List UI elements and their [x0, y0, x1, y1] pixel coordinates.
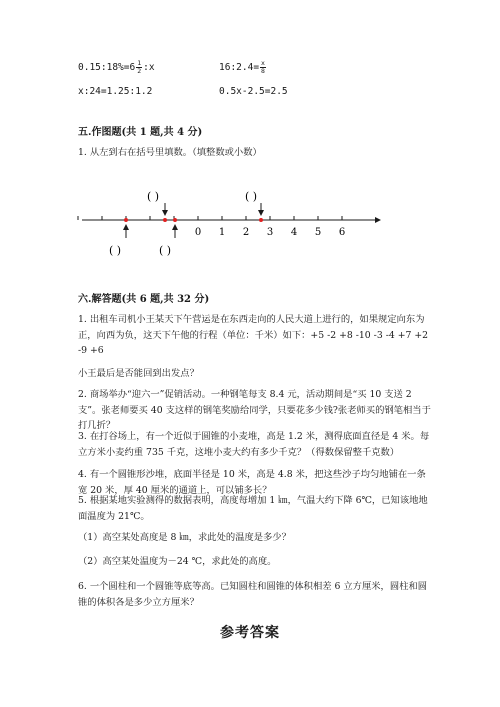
- tick-label: 3: [266, 227, 274, 238]
- tick-label: 2: [242, 227, 250, 238]
- equation-1: 0.15:18%=6 $\frac{1}{2}$ :x: [78, 59, 155, 75]
- question-6: 6. 一个圆柱和一个圆锥等底等高。已知圆柱和圆锥的体积相差 6 立方厘米，圆柱和圆锥的体积各是多少立方厘米？: [78, 581, 428, 608]
- tick-label: 1: [218, 227, 226, 238]
- number-line: [70, 183, 390, 263]
- blank-paren-bottom-2: ( ): [159, 244, 172, 257]
- tick-labels: [195, 227, 345, 238]
- question-1: 1. 出租车司机小王某天下午营运是在东西走向的人民大道上进行的，如果规定向东为正，向西为负，这天下午他的行程（单位：千米）如下：+5 -2 +8 -10 -3 -4 +7 +2 -9 +6: [78, 314, 429, 356]
- section-5-heading: 五.作图题(共 1 题,共 4 分): [78, 127, 203, 138]
- question-4: 4. 有一个圆锥形沙堆，底面半径是 10 米，高是 4.8 米，把这些沙子均匀地铺在一条宽 20 米，厚 40 厘米的通道上，可以铺多长？: [78, 469, 426, 496]
- blank-paren-bottom-1: ( ): [109, 244, 122, 257]
- fraction: $\frac{x}{8}$: [261, 59, 265, 75]
- point-marker: [163, 218, 167, 222]
- point-marker: [259, 218, 263, 222]
- point-marker: [173, 218, 177, 222]
- question-1-sub: 小王最后是否能回到出发点？: [78, 368, 199, 379]
- question-5-part-1: （1）高空某处高度是 8 ㎞，求此处的温度是多少？: [78, 532, 291, 543]
- question-3: 3. 在打谷场上，有一个近似于圆锥的小麦堆，高是 1.2 米，测得底面直径是 4 米。每立方米小麦约重 735 千克，这堆小麦大约有多少千克？（得数保留整千克数）: [78, 431, 430, 458]
- question-5-part-2: （2）高空某处温度为－24 ℃，求此处的高度。: [78, 556, 277, 567]
- fraction: $\frac{1}{2}$: [137, 59, 142, 75]
- tick-label: 6: [338, 227, 346, 238]
- section-5-question: 1. 从左到右在括号里填数。（填整数或小数）: [78, 147, 262, 158]
- tick-label: 4: [290, 227, 298, 238]
- tick-label: 0: [194, 227, 202, 238]
- tick-label: 5: [314, 227, 322, 238]
- equation-4: 0.5x-2.5=2.5: [219, 86, 288, 97]
- tick-marks: [78, 216, 342, 220]
- answer-heading: 参考答案: [220, 625, 280, 641]
- point-marker: [124, 218, 128, 222]
- equation-3: x:24=1.25:1.2: [78, 86, 153, 97]
- section-6-heading: 六.解答题(共 6 题,共 32 分): [78, 294, 210, 305]
- question-2: 2. 商场举办“迎六一”促销活动。一种钢笔每支 8.4 元，活动期间是“买 10 支送 2 支”。张老师要买 40 支这样的钢笔奖励给同学，只要花多少钱?张老师买的钢笔相当于打几折？: [78, 389, 431, 431]
- equation-2: 16:2.4= $\frac{x}{8}$: [219, 59, 265, 75]
- blank-paren-top-2: ( ): [245, 190, 258, 203]
- blank-paren-top-1: ( ): [147, 190, 160, 203]
- question-5: 5. 根据某地实验测得的数据表明，高度每增加 1 ㎞，气温大约下降 6℃，已知该地地面温度为 21℃。: [78, 495, 428, 522]
